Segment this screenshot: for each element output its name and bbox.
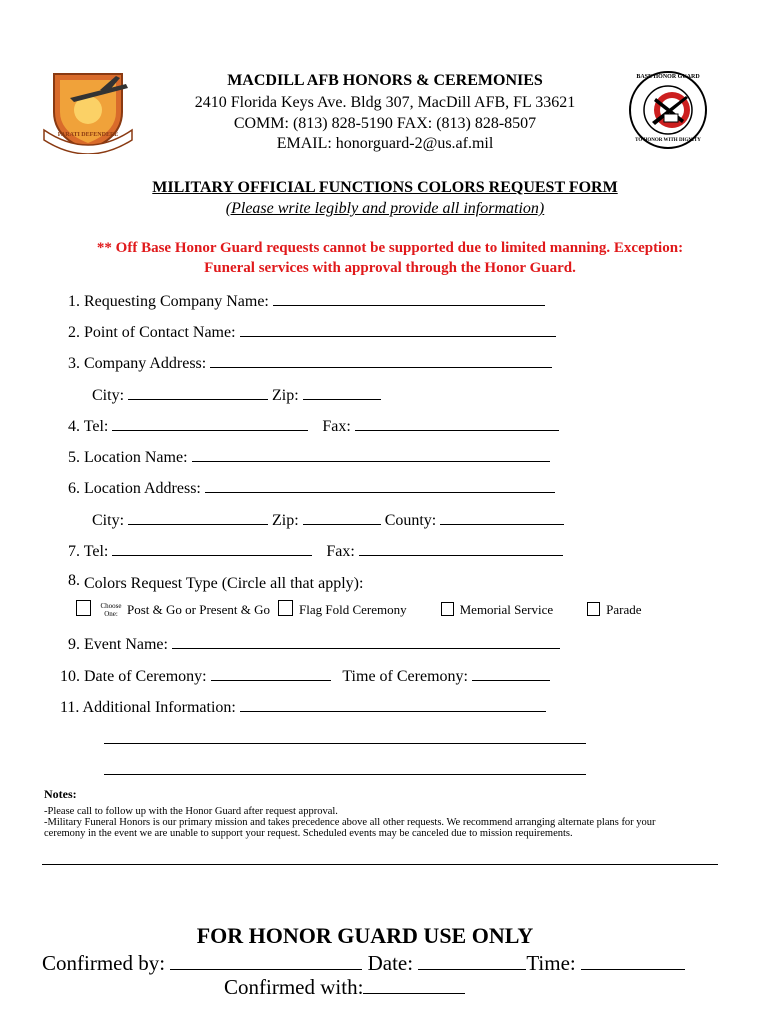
right-logo-text-bottom: TO HONOR WITH DIGNITY bbox=[635, 138, 701, 143]
honor-guard-use-only-title: FOR HONOR GUARD USE ONLY bbox=[196, 923, 534, 948]
confirmed-date-input[interactable] bbox=[418, 951, 526, 970]
additional-info-label: 11. Additional Information: bbox=[60, 699, 236, 716]
location-zip-input[interactable] bbox=[303, 509, 381, 525]
option-memorial-label: Memorial Service bbox=[459, 602, 554, 617]
colors-request-options bbox=[76, 600, 641, 619]
confirmed-time-input[interactable] bbox=[581, 951, 685, 970]
confirmed-by-label: Confirmed by: bbox=[42, 951, 166, 975]
confirmed-with-input[interactable] bbox=[363, 975, 465, 994]
field-event-name bbox=[68, 633, 560, 654]
field-contact-name bbox=[68, 321, 556, 342]
company-name-input[interactable] bbox=[273, 290, 545, 306]
field-location-city-zip-county bbox=[92, 509, 564, 530]
section-divider bbox=[42, 864, 718, 865]
company-fax-input[interactable] bbox=[355, 415, 559, 431]
additional-info-input-3[interactable] bbox=[104, 774, 586, 775]
field-colors-request-type bbox=[68, 572, 363, 593]
location-fax-input[interactable] bbox=[359, 540, 563, 556]
field-company-address-label: 3. Company Address: bbox=[68, 355, 207, 372]
notes-line-1: -Please call to follow up with the Honor Guard after request approval. bbox=[44, 806, 338, 817]
tel-label: 4. Tel: bbox=[68, 418, 109, 435]
org-comm: COMM: (813) 828-5190 FAX: (813) 828-8507 bbox=[233, 115, 537, 132]
org-address: 2410 Florida Keys Ave. Bldg 307, MacDill AFB, FL 33621 bbox=[194, 94, 576, 111]
field-additional-info bbox=[60, 696, 546, 717]
notes-title: Notes: bbox=[44, 787, 77, 801]
form-subtitle: (Please write legibly and provide all information) bbox=[225, 200, 545, 217]
choose-one-checkbox[interactable] bbox=[76, 600, 91, 616]
confirmed-with-label: Confirmed with: bbox=[224, 975, 364, 999]
confirmed-with-row bbox=[224, 975, 465, 1000]
time-label: Time: bbox=[526, 951, 576, 975]
location-address-input[interactable] bbox=[205, 477, 555, 493]
time-of-ceremony-input[interactable] bbox=[472, 665, 550, 681]
zip-label: Zip: bbox=[272, 387, 299, 404]
tel-label: 7. Tel: bbox=[68, 543, 109, 560]
location-tel-input[interactable] bbox=[112, 540, 312, 556]
location-name-input[interactable] bbox=[192, 446, 550, 462]
field-contact-name-label: 2. Point of Contact Name: bbox=[68, 324, 236, 341]
option-flag-fold-label: Flag Fold Ceremony bbox=[299, 602, 407, 617]
field-date-time bbox=[60, 665, 550, 686]
additional-info-input-1[interactable] bbox=[240, 696, 546, 712]
company-zip-input[interactable] bbox=[303, 384, 381, 400]
location-county-input[interactable] bbox=[440, 509, 564, 525]
zip-label: Zip: bbox=[272, 512, 299, 529]
field-company-address bbox=[68, 352, 552, 373]
colors-request-label: Colors Request Type (Circle all that apply): bbox=[84, 575, 364, 592]
fax-label: Fax: bbox=[322, 418, 351, 435]
time-of-ceremony-label: Time of Ceremony: bbox=[342, 668, 468, 685]
notes-line-3: ceremony in the event we are unable to support your request. Scheduled events may be canceled due to mission requirements. bbox=[44, 828, 573, 839]
left-logo-text: PARATI DEFENDERE bbox=[57, 132, 119, 138]
confirmed-by-input[interactable] bbox=[170, 951, 362, 970]
wing-shield-emblem-icon bbox=[40, 68, 136, 154]
right-logo-text-top: BASE HONOR GUARD bbox=[636, 74, 700, 80]
additional-info-input-2[interactable] bbox=[104, 743, 586, 744]
colors-request-number: 8. bbox=[68, 572, 80, 589]
contact-name-input[interactable] bbox=[240, 321, 556, 337]
city-label: City: bbox=[92, 387, 125, 404]
parade-checkbox[interactable] bbox=[587, 602, 600, 616]
location-city-input[interactable] bbox=[128, 509, 268, 525]
field-location-tel-fax bbox=[68, 540, 563, 561]
company-tel-input[interactable] bbox=[112, 415, 308, 431]
city-label: City: bbox=[92, 512, 125, 529]
org-name: MACDILL AFB HONORS & CEREMONIES bbox=[227, 72, 543, 89]
choose-one-label: Choose One: bbox=[100, 602, 122, 619]
field-tel-fax bbox=[68, 415, 559, 436]
notes-line-2: -Military Funeral Honors is our primary mission and takes precedence above all other requests. We recommend arranging alternate plans for your bbox=[44, 817, 656, 828]
date-of-ceremony-input[interactable] bbox=[211, 665, 331, 681]
option-parade-label: Parade bbox=[606, 602, 642, 617]
option-post-and-go-label: Post & Go or Present & Go bbox=[127, 602, 270, 617]
field-location-name bbox=[68, 446, 550, 467]
memorial-service-checkbox[interactable] bbox=[441, 602, 454, 616]
company-address-input[interactable] bbox=[210, 352, 552, 368]
location-address-label: 6. Location Address: bbox=[68, 480, 201, 497]
event-name-input[interactable] bbox=[172, 633, 560, 649]
org-email: EMAIL: honorguard-2@us.af.mil bbox=[276, 135, 494, 152]
field-company-name-label: 1. Requesting Company Name: bbox=[68, 293, 269, 310]
flag-fold-checkbox[interactable] bbox=[278, 600, 293, 616]
date-label: Date: bbox=[367, 951, 414, 975]
warning-line-1: ** Off Base Honor Guard requests cannot be supported due to limited manning. Exception: bbox=[96, 240, 684, 256]
field-company-city-zip bbox=[92, 384, 381, 405]
fax-label: Fax: bbox=[326, 543, 355, 560]
form-title: MILITARY OFFICIAL FUNCTIONS COLORS REQUEST FORM bbox=[152, 179, 618, 196]
field-location-address bbox=[68, 477, 555, 498]
confirmation-row bbox=[42, 951, 685, 976]
field-company-name bbox=[68, 290, 545, 311]
company-city-input[interactable] bbox=[128, 384, 268, 400]
county-label: County: bbox=[384, 512, 437, 529]
warning-line-2: Funeral services with approval through the Honor Guard. bbox=[204, 260, 576, 276]
event-name-label: 9. Event Name: bbox=[68, 636, 168, 653]
location-name-label: 5. Location Name: bbox=[68, 449, 188, 466]
date-of-ceremony-label: 10. Date of Ceremony: bbox=[60, 668, 207, 685]
